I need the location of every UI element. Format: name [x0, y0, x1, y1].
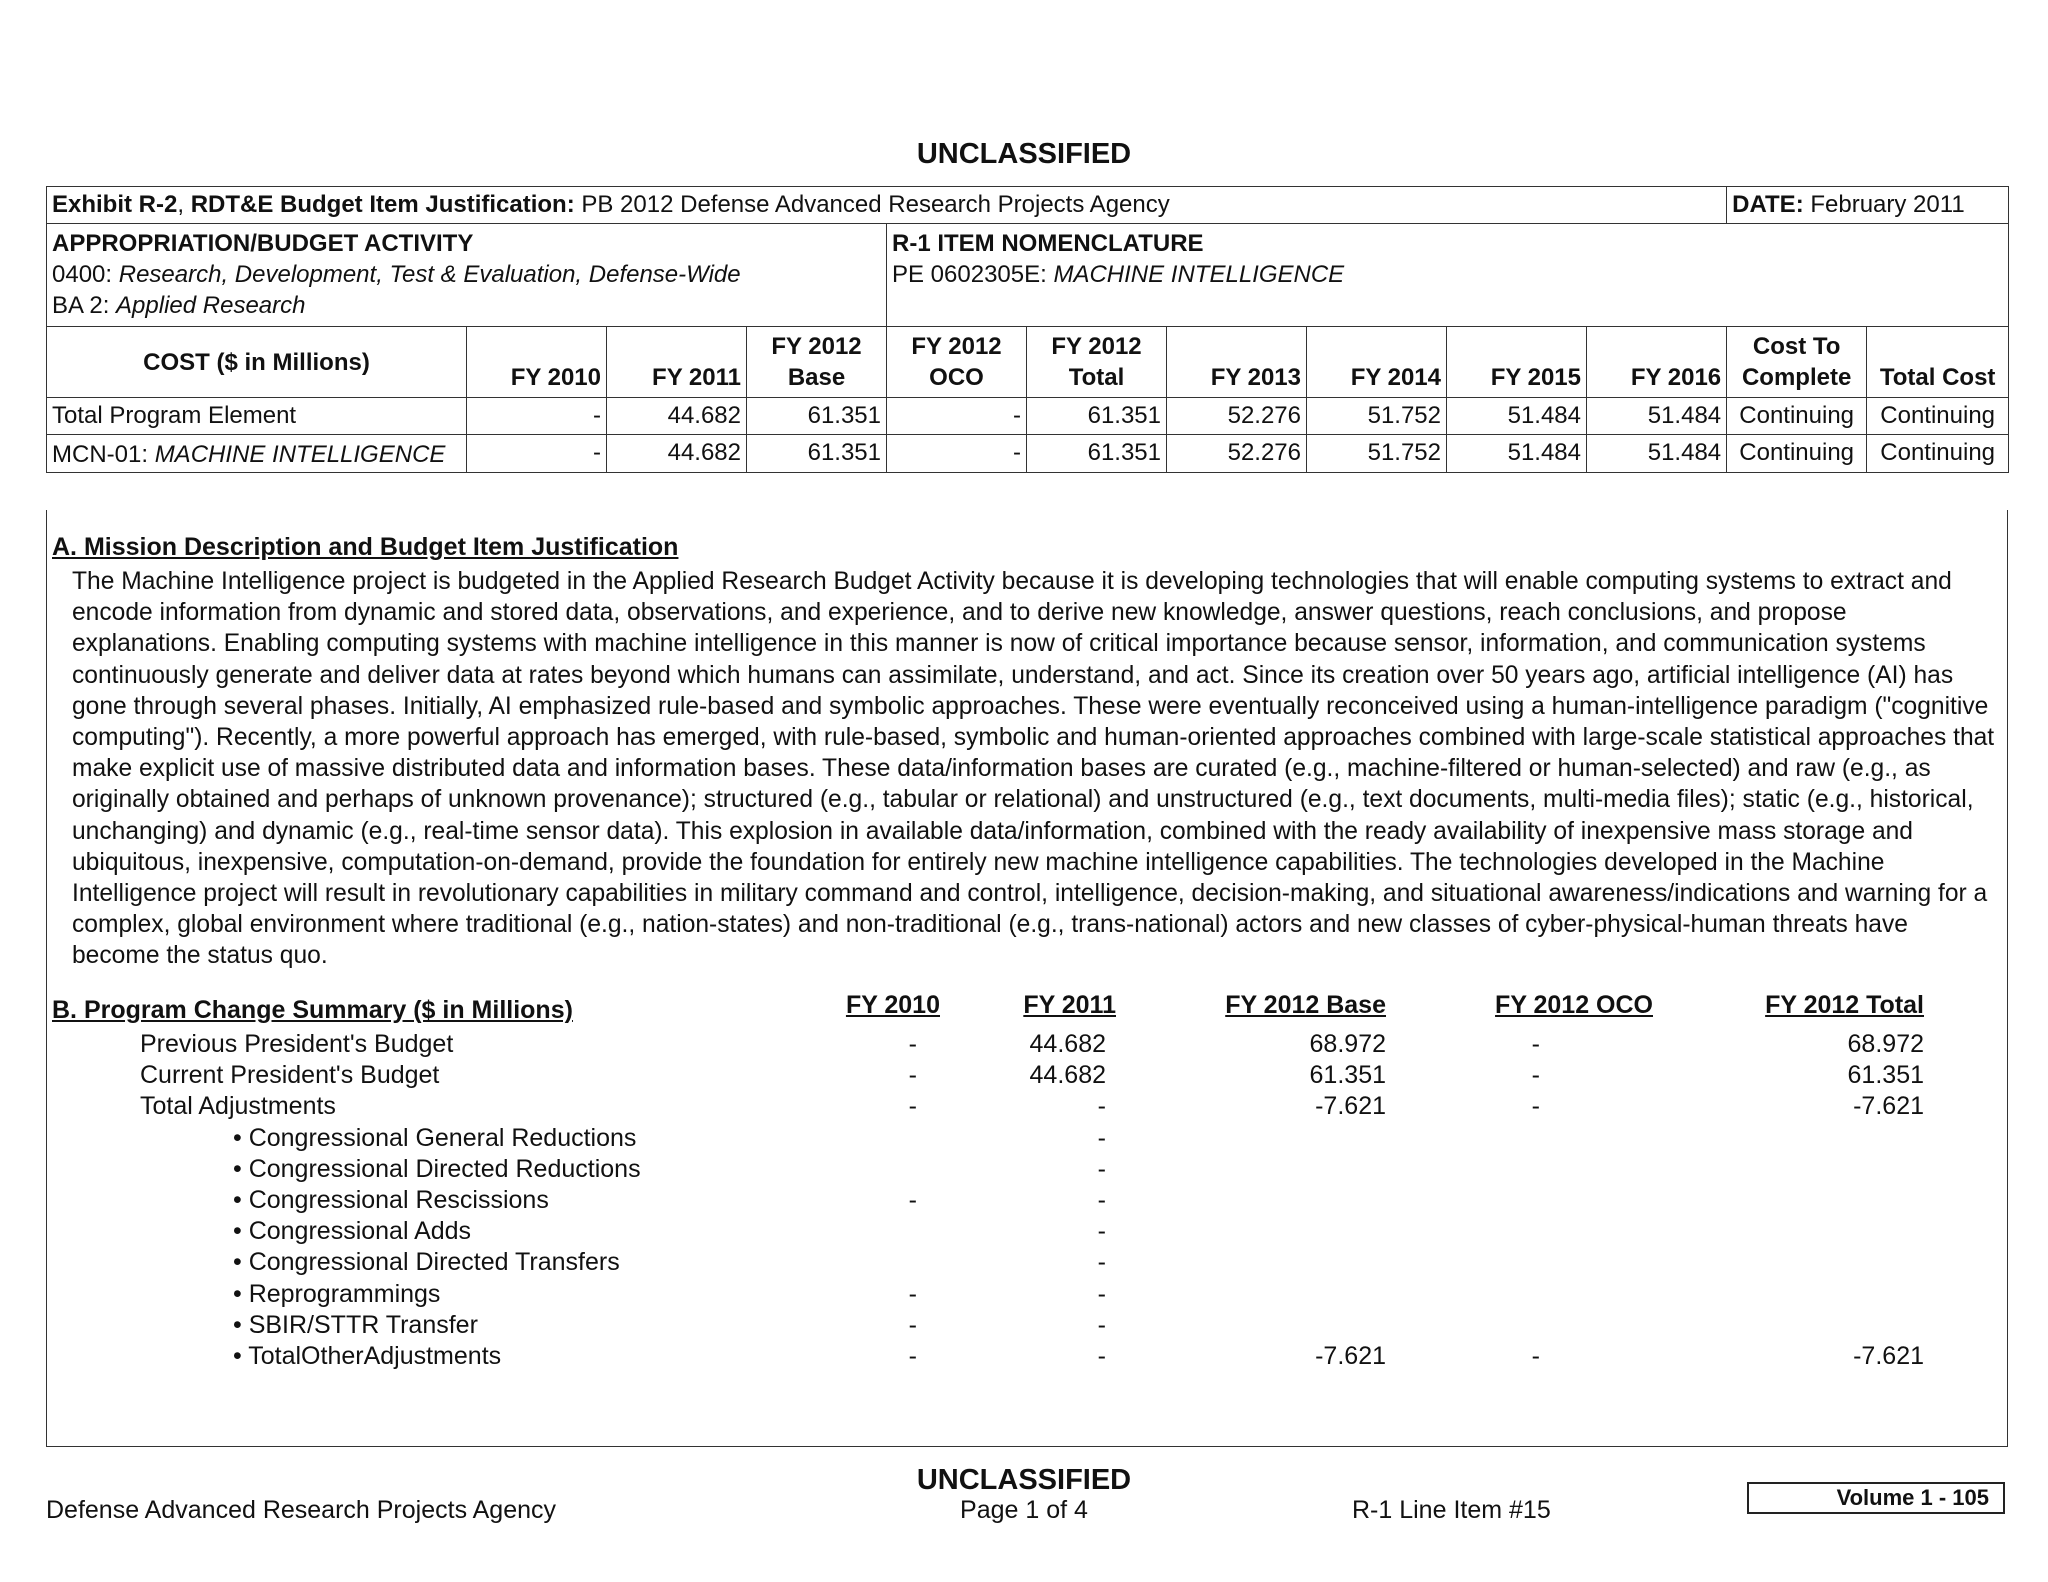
pcs-row: [0, 1061, 2048, 1092]
cost-cell: 44.682: [607, 398, 747, 435]
pcs-value: 44.682: [1029, 1061, 1106, 1090]
pcs-row: [0, 1217, 2048, 1248]
exhibit-id: Exhibit R-2: [52, 191, 178, 218]
pcs-row: [0, 1342, 2048, 1373]
appropriation-row: [47, 224, 2009, 327]
header-table: [46, 186, 2009, 473]
pcs-value: -: [908, 1279, 917, 1308]
approp-name: Research, Development, Test & Evaluation, Defense-Wide: [118, 261, 741, 288]
pcs-value: 68.972: [1309, 1030, 1386, 1058]
pcs-row-label: • Congressional Directed Reductions: [233, 1154, 641, 1183]
pcs-value: -: [1097, 1248, 1106, 1277]
pcs-value: -: [1097, 1279, 1106, 1308]
pcs-value: -: [908, 1092, 917, 1121]
cost-cell: Continuing: [1727, 398, 1867, 435]
pcs-value: -: [1531, 1092, 1540, 1121]
appropriation-cell: [47, 224, 887, 327]
pcs-value: -: [1097, 1186, 1106, 1214]
pcs-value: -: [1097, 1217, 1106, 1246]
cost-col-header: FY 2012 OCO: [887, 327, 1027, 398]
cost-col-header: FY 2012 Total: [1027, 327, 1167, 398]
cost-cell: Continuing: [1727, 435, 1867, 473]
ba-code: BA 2:: [52, 292, 117, 319]
cost-cell: -: [467, 435, 607, 473]
pcs-value: -: [1531, 1061, 1540, 1090]
exhibit-row: [47, 187, 2009, 224]
pcs-value: -: [908, 1342, 917, 1370]
pcs-col-header: FY 2012 Total: [1765, 991, 1924, 1019]
pcs-value: -: [1097, 1123, 1106, 1152]
cost-col-header: FY 2010: [467, 327, 607, 398]
pcs-col-header: FY 2011: [1023, 991, 1116, 1019]
date-label: DATE:: [1732, 191, 1804, 218]
cost-col-header: FY 2013: [1167, 327, 1307, 398]
pcs-value: -: [908, 1310, 917, 1339]
ba-name: Applied Research: [116, 292, 306, 319]
cost-col-header: FY 2015: [1447, 327, 1587, 398]
nomenclature-cell: [887, 224, 2009, 327]
cost-cell: 61.351: [747, 398, 887, 435]
pe-name: MACHINE INTELLIGENCE: [1053, 261, 1345, 288]
pcs-row-label: • Congressional General Reductions: [233, 1123, 637, 1152]
pcs-row-label: Current President's Budget: [140, 1061, 440, 1090]
pcs-row: [0, 1155, 2048, 1186]
pcs-row-label: Total Adjustments: [140, 1092, 336, 1121]
cost-row-label: MCN-01: MACHINE INTELLIGENCE: [47, 435, 467, 473]
cost-col-header: FY 2014: [1307, 327, 1447, 398]
pcs-value: -: [1097, 1310, 1106, 1339]
pcs-row: [0, 1248, 2048, 1279]
pcs-row: [0, 1092, 2048, 1123]
r1-label: R-1 ITEM NOMENCLATURE: [892, 230, 1204, 257]
pcs-col-header: FY 2012 Base: [1225, 991, 1386, 1019]
classification-top: UNCLASSIFIED: [916, 138, 1132, 170]
pcs-row-label: • Congressional Directed Transfers: [233, 1248, 620, 1277]
pcs-row: [0, 1186, 2048, 1217]
cost-row-mcn01: [47, 435, 2009, 473]
pcs-value: -7.621: [1853, 1092, 1924, 1121]
pcs-value: -7.621: [1315, 1092, 1386, 1121]
pcs-col-header: FY 2010: [845, 991, 940, 1019]
cost-cell: 51.484: [1587, 435, 1727, 473]
pcs-value: -: [1097, 1154, 1106, 1183]
section-b-title: B. Program Change Summary ($ in Millions): [52, 996, 573, 1024]
cost-header-label: COST ($ in Millions): [47, 327, 467, 398]
pcs-value: -: [1531, 1030, 1540, 1058]
cost-cell: 52.276: [1167, 435, 1307, 473]
cost-cell: -: [887, 398, 1027, 435]
pcs-row-label: • TotalOtherAdjustments: [233, 1342, 502, 1370]
cost-cell: 51.484: [1447, 435, 1587, 473]
cost-cell: 51.484: [1587, 398, 1727, 435]
pcs-value: -: [908, 1186, 917, 1214]
exhibit-value: PB 2012 Defense Advanced Research Projects Agency: [574, 191, 1170, 218]
footer-line-item: R-1 Line Item #15: [1352, 1496, 1551, 1524]
cost-col-header: FY 2012 Base: [747, 327, 887, 398]
pcs-value: 44.682: [1029, 1030, 1106, 1058]
pcs-row: [0, 1311, 2048, 1342]
pcs-row-label: • SBIR/STTR Transfer: [233, 1310, 478, 1339]
exhibit-sep: ,: [177, 191, 191, 218]
pcs-row-label: Previous President's Budget: [140, 1030, 454, 1058]
section-a-text: The Machine Intelligence project is budgeted in the Applied Research Budget Activity because it is developing technologies that will enable computing systems to extract and encode information from dynamic and stored data, observations, and experience, and to derive new knowledge, answer questions, reach conclusions, and propose explanations. Enabling computing systems with machine intelligence in this manner is now of critical importance because sensor, information, and communication systems continuously generate and deliver data at rates beyond which humans can assimilate, understand, and act. Since its creation over 50 years ago, artificial intelligence (AI) has gone through several phases. Initially, AI emphasized rule-based and symbolic approaches. These were eventually reconceived using a human-intelligence paradigm ("cognitive computing"). Recently, a more powerful approach has emerged, with rule-based, symbolic and human-oriented approaches combined with large-scale statistical approaches that make explicit use of massive distributed data and information bases. These data/information bases are curated (e.g., machine-filtered or human-selected) and raw (e.g., as originally obtained and perhaps of unknown provenance); structured (e.g., tabular or relational) and unstructured (e.g., text documents, multi-media files); static (e.g., historical, unchanging) and dynamic (e.g., real-time sensor data). This explosion in available data/information, combined with the ready availability of inexpensive mass storage and ubiquitous, inexpensive, computation-on-demand, provide the foundation for entirely new machine intelligence capabilities. The technologies developed in the Machine Intelligence project will result in revolutionary capabilities in military command and control, intelligence, decision-making, and situational awareness/indications and warning for a complex, global environment where traditional (e.g., nation-states) and non-traditional (e.g., trans-national) actors and new classes of cyber-physical-human threats have become the status quo.: [72, 568, 1995, 970]
pcs-value: 68.972: [1847, 1030, 1924, 1058]
cost-cell: Continuing: [1867, 398, 2009, 435]
pcs-row: [0, 1030, 2048, 1061]
cost-cell: -: [887, 435, 1027, 473]
cost-col-header: Cost To Complete: [1727, 327, 1867, 398]
pcs-value: -7.621: [1315, 1342, 1386, 1370]
pcs-value: -: [1097, 1342, 1106, 1370]
exhibit-cell: [47, 187, 1727, 224]
pcs-row-label: • Congressional Adds: [233, 1217, 472, 1246]
cost-cell: Continuing: [1867, 435, 2009, 473]
cost-cell: 52.276: [1167, 398, 1307, 435]
pcs-value: 61.351: [1309, 1061, 1386, 1090]
footer-agency: Defense Advanced Research Projects Agency: [46, 1496, 557, 1524]
pcs-row-label: • Reprogrammings: [233, 1279, 441, 1308]
section-a-title: A. Mission Description and Budget Item Justification: [52, 533, 679, 561]
cost-row-label: Total Program Element: [47, 398, 467, 435]
pcs-value: -7.621: [1853, 1342, 1924, 1370]
approp-code: 0400:: [52, 261, 119, 288]
footer-page: Page 1 of 4: [960, 1496, 1088, 1524]
cost-cell: 51.752: [1307, 435, 1447, 473]
volume-box: Volume 1 - 105: [1747, 1482, 2005, 1514]
pcs-value: -: [1531, 1342, 1540, 1370]
pcs-row: [0, 1280, 2048, 1311]
date-value: February 2011: [1803, 191, 1965, 218]
pcs-value: 61.351: [1847, 1061, 1924, 1090]
pcs-value: -: [908, 1030, 917, 1058]
cost-col-header: FY 2016: [1587, 327, 1727, 398]
cost-cell: 61.351: [1027, 435, 1167, 473]
classification-bottom: UNCLASSIFIED: [916, 1464, 1132, 1496]
pcs-row: [0, 1124, 2048, 1155]
date-cell: [1727, 187, 2009, 224]
approp-label: APPROPRIATION/BUDGET ACTIVITY: [52, 230, 474, 257]
cost-row-total: [47, 398, 2009, 435]
cost-cell: 51.484: [1447, 398, 1587, 435]
cost-header-row: [47, 327, 2009, 398]
cost-cell: -: [467, 398, 607, 435]
cost-cell: 61.351: [1027, 398, 1167, 435]
exhibit-label: RDT&E Budget Item Justification:: [190, 191, 575, 218]
pcs-col-header: FY 2012 OCO: [1495, 991, 1653, 1019]
pcs-value: -: [1097, 1092, 1106, 1121]
cost-cell: 61.351: [747, 435, 887, 473]
pcs-row-label: • Congressional Rescissions: [233, 1186, 549, 1214]
cost-cell: 44.682: [607, 435, 747, 473]
cost-col-header: Total Cost: [1867, 327, 2009, 398]
cost-cell: 51.752: [1307, 398, 1447, 435]
cost-col-header: FY 2011: [607, 327, 747, 398]
pe-code: PE 0602305E:: [892, 261, 1054, 288]
pcs-value: -: [908, 1061, 917, 1090]
